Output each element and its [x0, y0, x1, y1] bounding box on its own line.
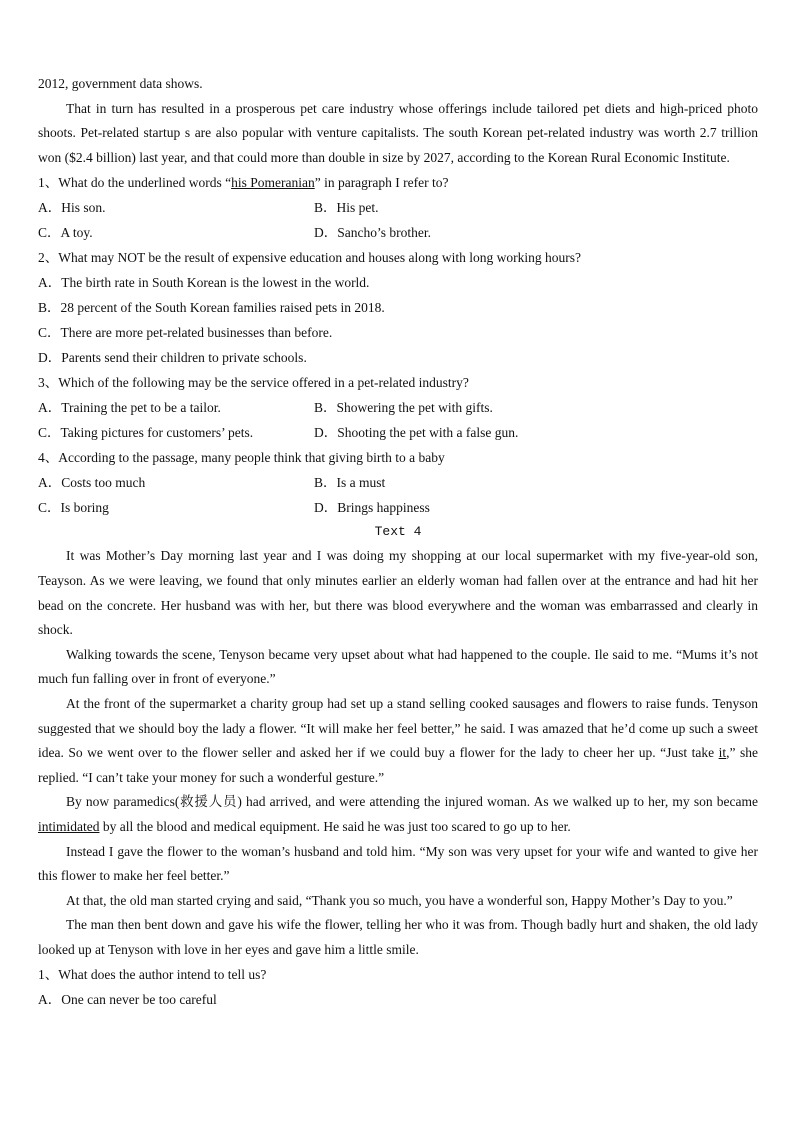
- question-2-option-c: C．There are more pet-related businesses than before.: [38, 325, 333, 341]
- text4-paragraph-5: Instead I gave the flower to the woman’s husband and told him. “My son was very upset for your wife and wanted to give her this flower to make her feel better.”: [38, 843, 758, 884]
- question-4-options-row: [38, 495, 758, 520]
- question-4-option-b: B．Is a must: [314, 475, 386, 491]
- question-1-option-d: D．Sancho’s brother.: [314, 225, 431, 241]
- question-3-options-row: [38, 420, 758, 445]
- question-4-option-d: D．Brings happiness: [314, 500, 430, 516]
- question-4-option-c: C．Is boring: [38, 500, 109, 516]
- text4-question-1-stem: 1、What does the author intend to tell us?: [38, 967, 267, 983]
- question-1-options-row: [38, 195, 758, 220]
- underlined-phrase: his Pomeranian: [231, 175, 315, 191]
- text4-paragraph-3: At the front of the supermarket a charity group had set up a stand selling cooked sausages and flowers to raise funds. Tenyson suggested that we should boy the lady a flower. “It will make her feel better,” he said. I was amazed that he’d come up such a sweet idea. So we went over to the flower seller and asked her if we could buy a flower for the lady to cheer her up. “Just take it,” she replied. “I can’t take your money for such a wonderful gesture.”: [38, 695, 758, 785]
- question-3-option-c: C．Taking pictures for customers’ pets.: [38, 425, 254, 441]
- text4-paragraph-4: By now paramedics(救援人员) had arrived, and were attending the injured woman. As we walked up to her, my son became intimidated by all the blood and medical equipment. He said he was just too scared to go up to her.: [38, 794, 758, 834]
- question-2-option-b: B．28 percent of the South Korean families raised pets in 2018.: [38, 300, 385, 316]
- question-2-option-d: D．Parents send their children to private schools.: [38, 350, 307, 366]
- question-3-option-a: A．Training the pet to be a tailor.: [38, 400, 221, 416]
- question-2-stem: 2、What may NOT be the result of expensive education and houses along with long working hours?: [38, 250, 582, 266]
- text4-paragraph-2: Walking towards the scene, Tenyson became very upset about what had happened to the couple. Ile said to me. “Mums it’s not much fun falling over in front of everyone.”: [38, 646, 758, 687]
- question-4-options-row: [38, 470, 758, 495]
- question-1-option-a: A．His son.: [38, 200, 106, 216]
- question-4-stem: 4、According to the passage, many people think that giving birth to a baby: [38, 450, 445, 466]
- question-1-stem: 1、What do the underlined words “his Pomeranian” in paragraph I refer to?: [38, 175, 449, 191]
- section-heading-text-4: Text 4: [374, 524, 422, 540]
- passage-text3-line: 2012, government data shows.: [38, 76, 203, 91]
- text4-paragraph-7: The man then bent down and gave his wife the flower, telling her who it was from. Though badly hurt and shaken, the old lady looked up at Tenyson with love in her eyes and gave him a little smile.: [38, 917, 758, 957]
- passage-text3-paragraph: That in turn has resulted in a prosperous pet care industry whose offerings include tailored pet diets and high-priced photo shoots. Pet-related startup s are also popular with venture capitalists. The south Korean pet-related industry was worth 2.7 trillion won ($2.4 billion) last year, and that could more than double in size by 2027, according to the Korean Rural Economic Institute.: [38, 100, 758, 165]
- text4-question-1-option-a: A．One can never be too careful: [38, 992, 217, 1008]
- document-page: [38, 72, 758, 1012]
- question-3-stem: 3、Which of the following may be the service offered in a pet-related industry?: [38, 375, 469, 391]
- question-1-options-row: [38, 220, 758, 245]
- question-4-option-a: A．Costs too much: [38, 475, 146, 491]
- text4-paragraph-1: It was Mother’s Day morning last year and I was doing my shopping at our local supermarket with my five-year-old son, Teayson. As we were leaving, we found that only minutes earlier an elderly woman had fallen over at the entrance and had hit her bead on the concrete. Her husband was with her, but there was blood everywhere and the woman was embarrassed and clearly in shock.: [38, 548, 758, 638]
- question-3-options-row: [38, 395, 758, 420]
- question-1-option-c: C．A toy.: [38, 225, 93, 241]
- question-3-option-b: B．Showering the pet with gifts.: [314, 400, 493, 416]
- question-1-option-b: B．His pet.: [314, 200, 379, 216]
- text4-paragraph-6: At that, the old man started crying and said, “Thank you so much, you have a wonderful son, Happy Mother’s Day to you.”: [66, 892, 733, 908]
- underlined-word: intimidated: [38, 818, 100, 834]
- question-2-option-a: A．The birth rate in South Korean is the lowest in the world.: [38, 275, 370, 291]
- question-3-option-d: D．Shooting the pet with a false gun.: [314, 425, 519, 441]
- underlined-word: it: [718, 745, 727, 761]
